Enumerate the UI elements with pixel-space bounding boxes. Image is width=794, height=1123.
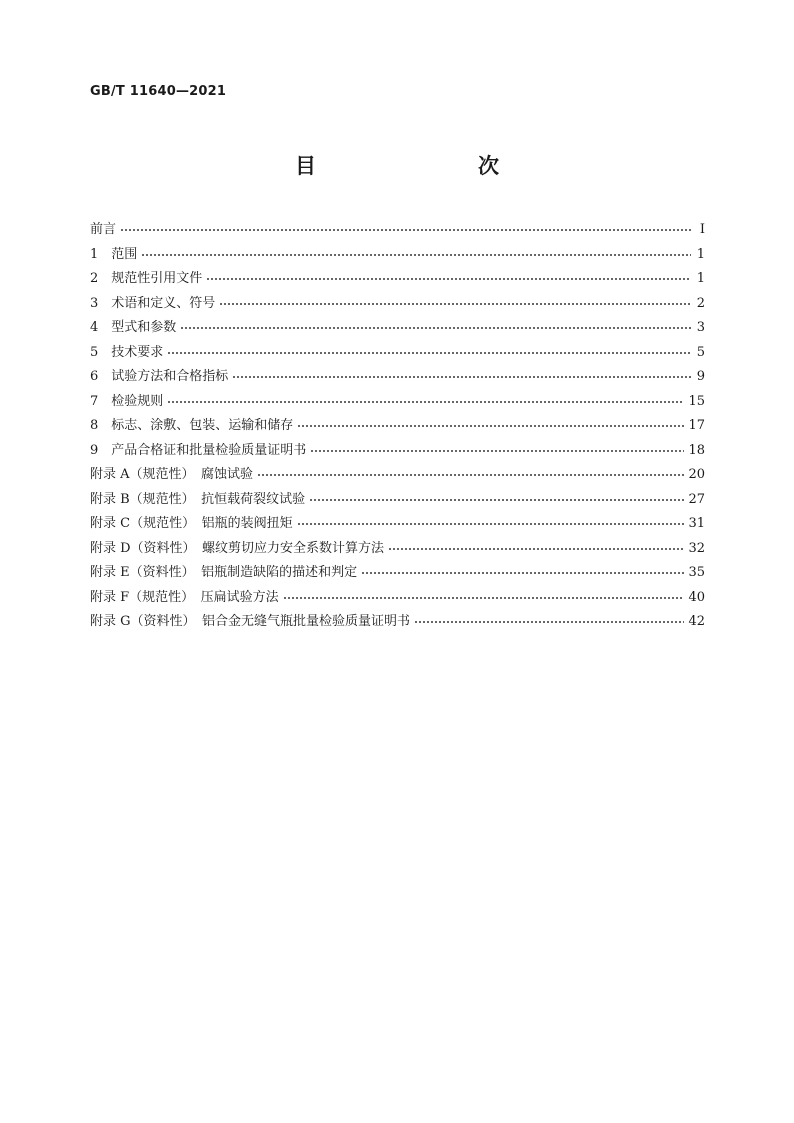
dot-leader	[297, 516, 685, 529]
dot-leader	[310, 443, 684, 456]
dot-leader	[180, 320, 691, 333]
toc-entry-types-parameters[interactable]	[90, 316, 705, 341]
toc-entry-label: 9 产品合格证和批量检验质量证明书	[90, 442, 307, 458]
dot-leader	[141, 247, 691, 260]
dot-leader	[206, 271, 691, 284]
toc-entry-page: 15	[688, 393, 705, 409]
toc-entry-page: 31	[688, 516, 705, 531]
toc-entry-page: 18	[688, 442, 705, 458]
dot-leader	[297, 418, 684, 431]
toc-entry-page: Ⅰ	[699, 222, 705, 237]
toc-entry-label: 附录 D（资料性） 螺纹剪切应力安全系数计算方法	[90, 540, 385, 556]
toc-entry-label: 6 试验方法和合格指标	[90, 369, 229, 384]
toc-entry-normative-references[interactable]	[90, 267, 705, 292]
toc-entry-page: 3	[696, 320, 705, 335]
toc-entry-label: 附录 F（规范性） 压扁试验方法	[90, 589, 279, 605]
toc-entry-label: 3 术语和定义、符号	[90, 295, 216, 311]
toc-entry-annex-b[interactable]	[90, 488, 705, 513]
toc-entry-annex-g[interactable]	[90, 610, 705, 635]
toc-entry-page: 20	[688, 467, 705, 482]
toc-entry-terms-definitions[interactable]	[90, 292, 705, 317]
toc-entry-label: 4 型式和参数	[90, 320, 177, 335]
toc-entry-page: 27	[688, 491, 705, 507]
toc-entry-page: 42	[688, 614, 705, 629]
toc-entry-marking-packaging[interactable]	[90, 414, 705, 439]
toc-entry-foreword[interactable]	[90, 218, 705, 243]
toc-entry-page: 35	[688, 565, 705, 580]
toc-entry-inspection-rules[interactable]	[90, 390, 705, 415]
toc-entry-technical-requirements[interactable]	[90, 341, 705, 366]
dot-leader	[167, 345, 691, 358]
dot-leader	[232, 369, 691, 382]
toc-entry-label: 7 检验规则	[90, 393, 164, 409]
toc-entry-label: 5 技术要求	[90, 344, 164, 360]
table-of-contents	[90, 218, 705, 635]
toc-entry-page: 17	[688, 418, 705, 433]
dot-leader	[219, 296, 691, 309]
dot-leader	[309, 492, 684, 505]
toc-title: 目 次	[295, 154, 539, 178]
toc-entry-certificates[interactable]	[90, 439, 705, 464]
toc-entry-label: 8 标志、涂敷、包装、运输和储存	[90, 418, 294, 433]
toc-entry-annex-e[interactable]	[90, 561, 705, 586]
toc-entry-page: 9	[696, 369, 705, 384]
toc-entry-annex-f[interactable]	[90, 586, 705, 611]
toc-entry-annex-d[interactable]	[90, 537, 705, 562]
toc-entry-label: 附录 A（规范性） 腐蚀试验	[90, 467, 254, 482]
toc-entry-page: 1	[696, 271, 705, 286]
dot-leader	[361, 565, 684, 578]
toc-entry-test-methods[interactable]	[90, 365, 705, 390]
dot-leader	[283, 590, 685, 603]
dot-leader	[167, 394, 684, 407]
toc-entry-page: 40	[688, 589, 705, 605]
dot-leader	[120, 222, 691, 235]
dot-leader	[414, 614, 684, 627]
toc-entry-scope[interactable]	[90, 243, 705, 268]
toc-entry-page: 1	[696, 246, 705, 262]
toc-entry-page: 5	[696, 344, 705, 360]
toc-entry-label: 前言	[90, 222, 117, 237]
toc-entry-label: 附录 G（资料性） 铝合金无缝气瓶批量检验质量证明书	[90, 614, 411, 629]
toc-entry-page: 32	[688, 540, 705, 556]
toc-entry-page: 2	[696, 295, 705, 311]
toc-entry-label: 附录 C（规范性） 铝瓶的装阀扭矩	[90, 516, 293, 531]
standard-code: GB/T 11640—2021	[90, 84, 227, 99]
dot-leader	[388, 541, 684, 554]
toc-entry-label: 附录 B（规范性） 抗恒载荷裂纹试验	[90, 491, 306, 507]
toc-entry-annex-c[interactable]	[90, 512, 705, 537]
toc-entry-label: 2 规范性引用文件	[90, 271, 203, 286]
toc-entry-label: 1 范围	[90, 246, 138, 262]
toc-entry-label: 附录 E（资料性） 铝瓶制造缺陷的描述和判定	[90, 565, 358, 580]
dot-leader	[257, 467, 684, 480]
toc-entry-annex-a[interactable]	[90, 463, 705, 488]
